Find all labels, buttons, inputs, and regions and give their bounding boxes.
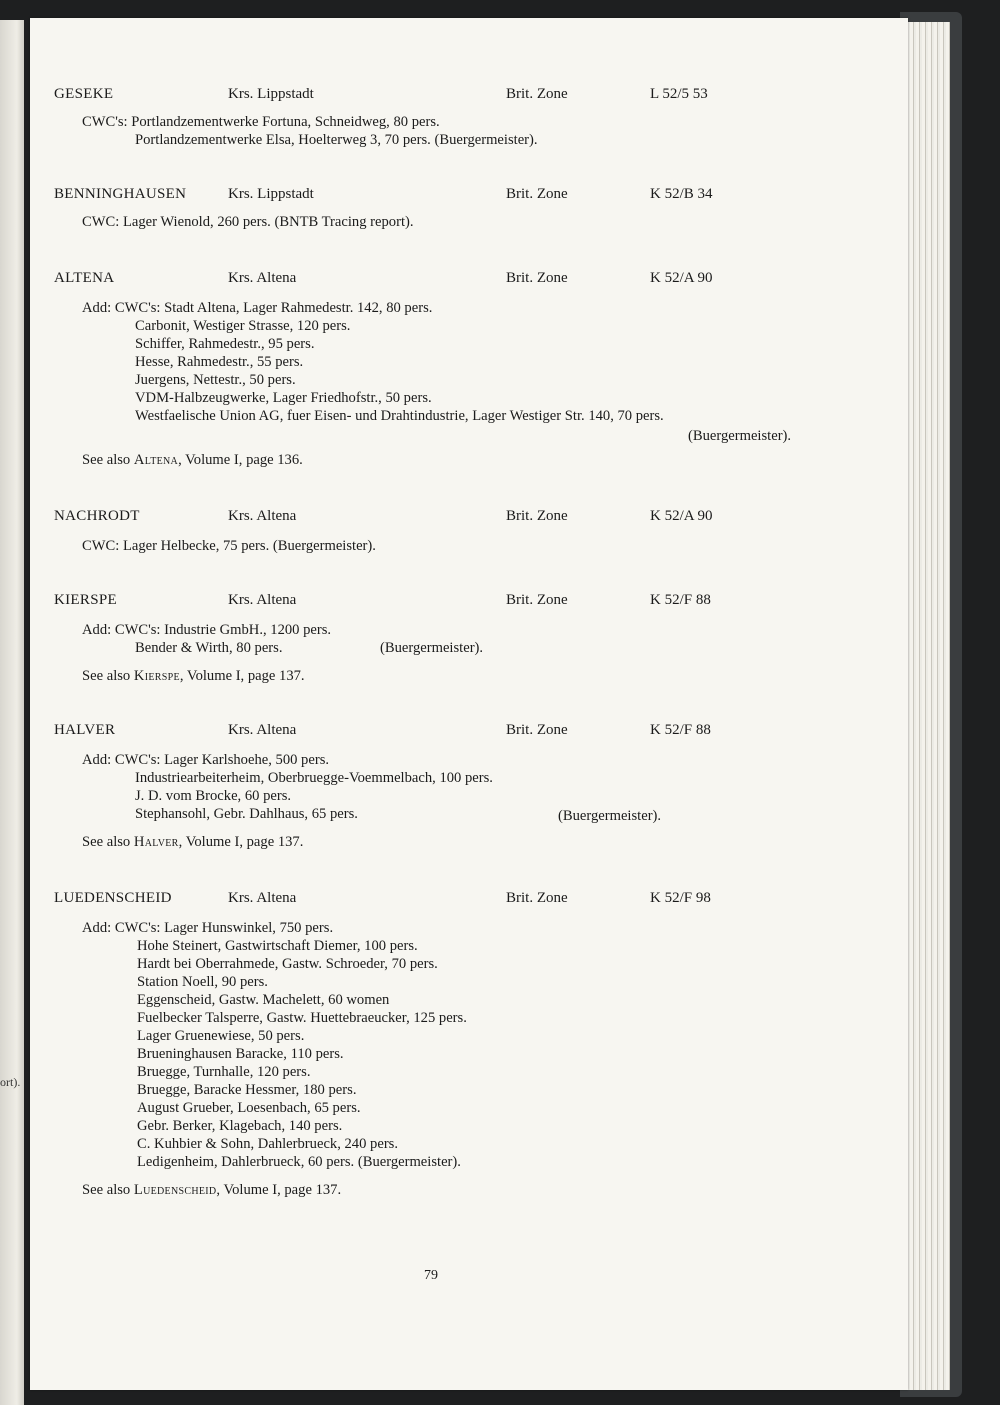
facing-page-text-fragment: ort). (0, 1075, 21, 1089)
zone-label: Brit. Zone (506, 186, 568, 202)
entry-line: J. D. vom Brocke, 60 pers. (135, 788, 292, 804)
entry-line: Schiffer, Rahmedestr., 95 pers. (135, 336, 315, 352)
entry-line: Brueninghausen Baracke, 110 pers. (137, 1046, 344, 1062)
entry-line: VDM-Halbzeugwerke, Lager Friedhofstr., 50 pers. (135, 390, 432, 406)
document-page (30, 18, 908, 1390)
entry-line: CWC: Lager Helbecke, 75 pers. (Buergermeister). (82, 538, 376, 554)
map-reference: K 52/B 34 (650, 186, 713, 202)
entry-line: Hardt bei Oberrahmede, Gastw. Schroeder, 70 pers. (137, 956, 438, 972)
entry-line: Station Noell, 90 pers. (137, 974, 268, 990)
district-name: Krs. Altena (228, 722, 297, 738)
map-reference: K 52/F 98 (650, 890, 711, 906)
see-also-line (82, 668, 305, 685)
entry-line: Add: CWC's: Stadt Altena, Lager Rahmedestr. 142, 80 pers. (82, 300, 433, 316)
zone-label: Brit. Zone (506, 722, 568, 738)
facing-page-edge (0, 20, 24, 1405)
entry-line: Lager Gruenewiese, 50 pers. (137, 1028, 305, 1044)
district-name: Krs. Altena (228, 270, 297, 286)
page-number: 79 (424, 1268, 438, 1283)
see-also-line (82, 1182, 341, 1199)
entry-line: Carbonit, Westiger Strasse, 120 pers. (135, 318, 351, 334)
entry-line: CWC: Lager Wienold, 260 pers. (BNTB Tracing report). (82, 214, 414, 230)
district-name: Krs. Altena (228, 890, 297, 906)
entry-line: Eggenscheid, Gastw. Machelett, 60 women (137, 992, 390, 1008)
entry-line: Stephansohl, Gebr. Dahlhaus, 65 pers. (135, 806, 358, 822)
map-reference: K 52/A 90 (650, 270, 713, 286)
town-name: ALTENA (54, 270, 115, 286)
zone-label: Brit. Zone (506, 890, 568, 906)
see-also-line (82, 834, 303, 851)
entry-line: (Buergermeister). (688, 428, 792, 444)
see-also-suffix: , Volume I, page 137. (178, 834, 304, 850)
see-also-prefix: See also (82, 668, 134, 684)
town-name: GESEKE (54, 86, 114, 102)
zone-label: Brit. Zone (506, 270, 568, 286)
entry-line: Hohe Steinert, Gastwirtschaft Diemer, 100 pers. (137, 938, 418, 954)
district-name: Krs. Lippstadt (228, 86, 314, 102)
entry-line: Add: CWC's: Lager Karlshoehe, 500 pers. (82, 752, 330, 768)
entry-line: CWC's: Portlandzementwerke Fortuna, Schneidweg, 80 pers. (82, 114, 440, 130)
district-name: Krs. Altena (228, 508, 297, 524)
entry-line: Juergens, Nettestr., 50 pers. (135, 372, 296, 388)
see-also-name: Halver (133, 834, 179, 850)
zone-label: Brit. Zone (506, 592, 568, 608)
map-reference: K 52/A 90 (650, 508, 713, 524)
entry-line: C. Kuhbier & Sohn, Dahlerbrueck, 240 pers. (137, 1136, 399, 1152)
see-also-name: Luedenscheid (133, 1182, 217, 1198)
zone-label: Brit. Zone (506, 508, 568, 524)
town-name: KIERSPE (54, 592, 117, 608)
see-also-name: Kierspe (133, 668, 180, 684)
entry-line: Industriearbeiterheim, Oberbruegge-Voemmelbach, 100 pers. (135, 770, 493, 786)
town-name: NACHRODT (54, 508, 140, 524)
map-reference: K 52/F 88 (650, 722, 711, 738)
entry-line: Bruegge, Turnhalle, 120 pers. (137, 1064, 311, 1080)
map-reference: L 52/5 53 (650, 86, 708, 102)
entry-line: August Grueber, Loesenbach, 65 pers. (137, 1100, 361, 1116)
district-name: Krs. Lippstadt (228, 186, 314, 202)
see-also-line (82, 452, 303, 469)
zone-label: Brit. Zone (506, 86, 568, 102)
entry-line: Bruegge, Baracke Hessmer, 180 pers. (137, 1082, 357, 1098)
entry-line: (Buergermeister). (380, 640, 484, 656)
entry-line: Westfaelische Union AG, fuer Eisen- und Drahtindustrie, Lager Westiger Str. 140, 70 pers. (135, 408, 664, 424)
entry-line: Gebr. Berker, Klagebach, 140 pers. (137, 1118, 343, 1134)
see-also-suffix: , Volume I, page 137. (179, 668, 305, 684)
entry-line: Ledigenheim, Dahlerbrueck, 60 pers. (Buergermeister). (137, 1154, 461, 1170)
town-name: BENNINGHAUSEN (54, 186, 187, 202)
district-name: Krs. Altena (228, 592, 297, 608)
see-also-name: Altena (133, 452, 179, 468)
see-also-suffix: , Volume I, page 136. (178, 452, 303, 468)
entry-line: (Buergermeister). (558, 808, 662, 824)
entry-line: Bender & Wirth, 80 pers. (135, 640, 283, 656)
entry-line: Hesse, Rahmedestr., 55 pers. (135, 354, 304, 370)
entry-line: Fuelbecker Talsperre, Gastw. Huettebraeucker, 125 pers. (137, 1010, 467, 1026)
see-also-prefix: See also (82, 834, 134, 850)
town-name: LUEDENSCHEID (54, 890, 172, 906)
town-name: HALVER (54, 722, 116, 738)
entry-line: Portlandzementwerke Elsa, Hoelterweg 3, 70 pers. (Buergermeister). (135, 132, 538, 148)
see-also-prefix: See also (82, 452, 134, 468)
entry-line: Add: CWC's: Industrie GmbH., 1200 pers. (82, 622, 332, 638)
see-also-suffix: , Volume I, page 137. (216, 1182, 342, 1198)
entry-line: Add: CWC's: Lager Hunswinkel, 750 pers. (82, 920, 334, 936)
map-reference: K 52/F 88 (650, 592, 711, 608)
see-also-prefix: See also (82, 1182, 134, 1198)
